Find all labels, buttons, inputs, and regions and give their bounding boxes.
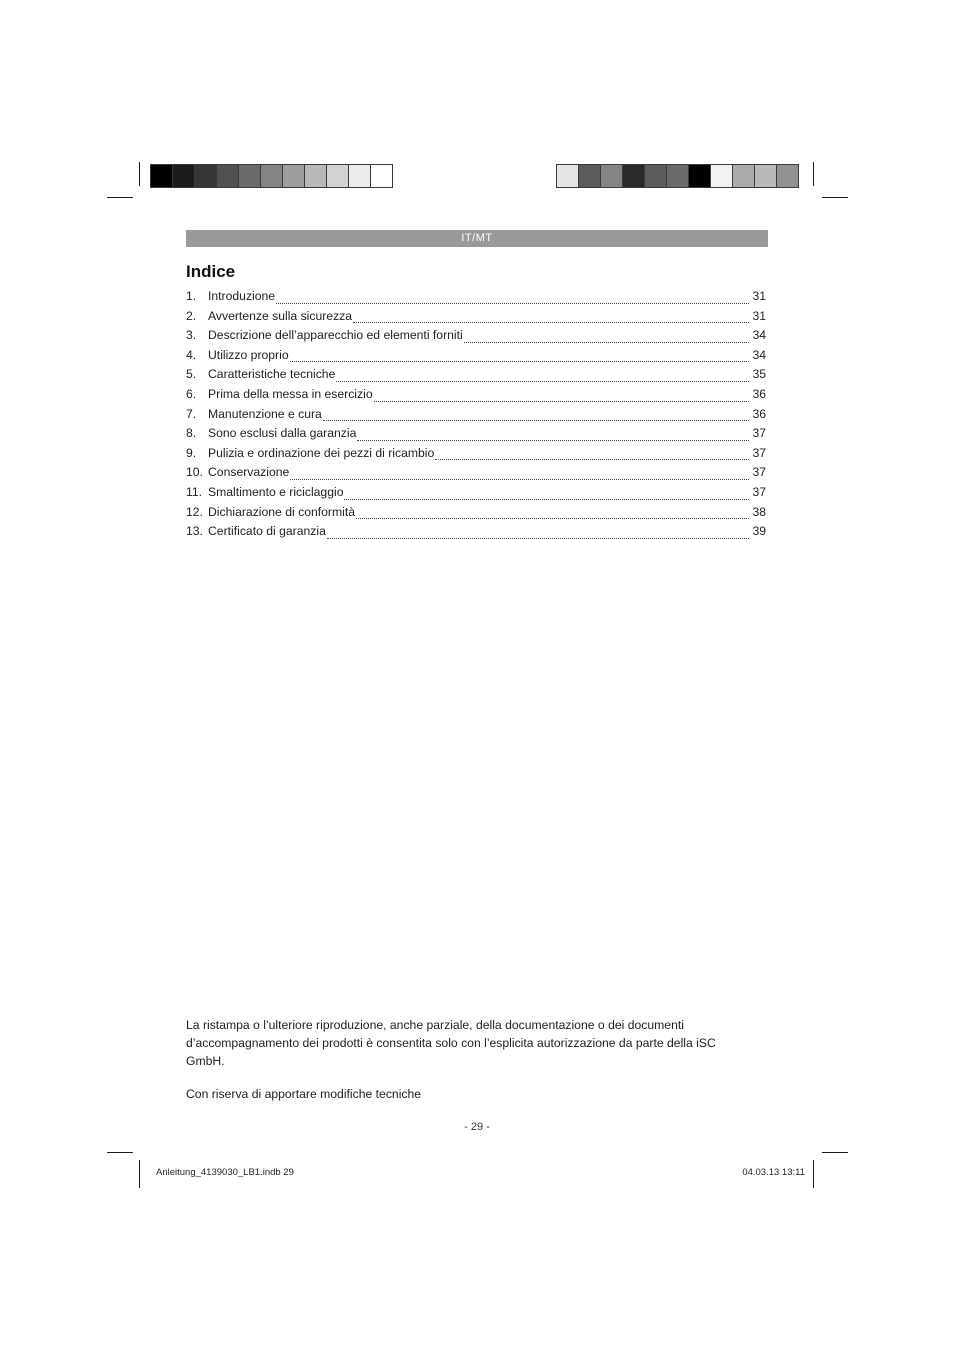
color-swatch [217, 164, 239, 188]
toc-leader-dots [357, 439, 749, 441]
toc-entry[interactable] [186, 309, 766, 329]
toc-entry[interactable] [186, 367, 766, 387]
toc-leader-dots [374, 400, 749, 402]
toc-entry[interactable] [186, 505, 766, 525]
toc-number: 5. [186, 367, 197, 382]
toc-entry[interactable] [186, 524, 766, 544]
toc-entry[interactable] [186, 328, 766, 348]
toc-number: 1. [186, 289, 197, 303]
toc-page-number: 35 [752, 367, 766, 382]
color-swatch [371, 164, 393, 188]
toc-page-number: 37 [752, 484, 766, 499]
toc-entry[interactable] [186, 387, 766, 407]
reproduction-notice: La ristampa o l’ulteriore riproduzione, anche parziale, della documentazione o dei documenti d’accompagnamento dei prodotti è consentita solo con l’esplicita autorizzazione da parte della iSC GmbH. [186, 1018, 716, 1068]
color-swatch [173, 164, 195, 188]
color-swatch [645, 164, 667, 188]
color-swatch [667, 164, 689, 188]
toc-entry[interactable] [186, 485, 766, 505]
language-header-bar: IT/MT [186, 230, 768, 247]
color-calibration-strip-left [150, 164, 393, 188]
toc-entry[interactable] [186, 348, 766, 368]
toc-title: Conservazione [208, 465, 290, 480]
color-swatch [777, 164, 799, 188]
page-number: - 29 - [464, 1121, 490, 1133]
toc-number: 6. [186, 386, 197, 401]
toc-page-number: 39 [752, 524, 766, 539]
toc-leader-dots [344, 498, 749, 500]
page-title: Indice [186, 262, 236, 281]
color-swatch [689, 164, 711, 188]
toc-page-number: 36 [752, 406, 766, 421]
crop-mark [139, 1160, 140, 1188]
toc-number: 13. [186, 524, 203, 539]
toc-entry[interactable] [186, 465, 766, 485]
toc-page-number: 38 [752, 504, 766, 519]
color-swatch [623, 164, 645, 188]
toc-title: Smaltimento e riciclaggio [208, 484, 344, 499]
footer-file-info: Anleitung_4139030_LB1.indb 29 [156, 1167, 294, 1178]
toc-title: Pulizia e ordinazione dei pezzi di ricambio [208, 445, 435, 460]
toc-number: 3. [186, 328, 197, 343]
toc-number: 10. [186, 465, 203, 480]
color-swatch [195, 164, 217, 188]
crop-mark [822, 197, 848, 198]
color-swatch [711, 164, 733, 188]
crop-mark [813, 162, 814, 186]
toc-title: Dichiarazione di conformità [208, 504, 355, 519]
toc-number: 8. [186, 426, 197, 441]
toc-page-number: 34 [752, 347, 766, 362]
toc-title: Sono esclusi dalla garanzia [208, 426, 357, 441]
color-swatch [733, 164, 755, 188]
toc-page-number: 37 [752, 465, 766, 480]
toc-leader-dots [464, 341, 749, 343]
color-swatch [327, 164, 349, 188]
crop-mark [822, 1152, 848, 1153]
technical-changes-note: Con riserva di apportare modifiche tecniche [186, 1087, 422, 1101]
color-swatch [556, 164, 579, 188]
toc-page-number: 31 [752, 308, 766, 323]
toc-title: Introduzione [208, 289, 276, 303]
color-swatch [261, 164, 283, 188]
toc-number: 11. [186, 484, 203, 499]
toc-number: 9. [186, 445, 197, 460]
toc-entry[interactable] [186, 446, 766, 466]
toc-leader-dots [290, 478, 749, 480]
toc-entry[interactable] [186, 289, 766, 309]
toc-page-number: 36 [752, 386, 766, 401]
color-swatch [150, 164, 173, 188]
toc-leader-dots [323, 419, 749, 421]
toc-number: 7. [186, 406, 197, 421]
toc-leader-dots [435, 458, 749, 460]
toc-leader-dots [356, 517, 749, 519]
toc-entry[interactable] [186, 426, 766, 446]
toc-entry[interactable] [186, 407, 766, 427]
toc-title: Manutenzione e cura [208, 406, 322, 421]
color-swatch [755, 164, 777, 188]
toc-page-number: 34 [752, 328, 766, 343]
toc-leader-dots [336, 380, 749, 382]
color-swatch [239, 164, 261, 188]
toc-leader-dots [327, 537, 749, 539]
color-swatch [305, 164, 327, 188]
toc-title: Descrizione dell’apparecchio ed elementi forniti [208, 328, 463, 343]
toc-page-number: 31 [752, 289, 766, 303]
toc-number: 4. [186, 347, 197, 362]
toc-leader-dots [353, 321, 749, 323]
crop-mark [813, 1160, 814, 1188]
toc-leader-dots [290, 360, 749, 362]
toc-leader-dots [276, 302, 749, 304]
toc-title: Prima della messa in esercizio [208, 386, 373, 401]
toc-title: Certificato di garanzia [208, 524, 326, 539]
table-of-contents [186, 289, 766, 544]
toc-number: 12. [186, 504, 203, 519]
toc-title: Caratteristiche tecniche [208, 367, 336, 382]
color-swatch [579, 164, 601, 188]
toc-page-number: 37 [752, 426, 766, 441]
crop-mark [107, 1152, 133, 1153]
toc-title: Utilizzo proprio [208, 347, 289, 362]
crop-mark [139, 162, 140, 186]
toc-page-number: 37 [752, 445, 766, 460]
footer-date-info: 04.03.13 13:11 [742, 1167, 805, 1178]
toc-number: 2. [186, 308, 197, 323]
toc-title: Avvertenze sulla sicurezza [208, 308, 353, 323]
crop-mark [107, 197, 133, 198]
color-swatch [349, 164, 371, 188]
color-swatch [283, 164, 305, 188]
color-calibration-strip-right [556, 164, 799, 188]
color-swatch [601, 164, 623, 188]
